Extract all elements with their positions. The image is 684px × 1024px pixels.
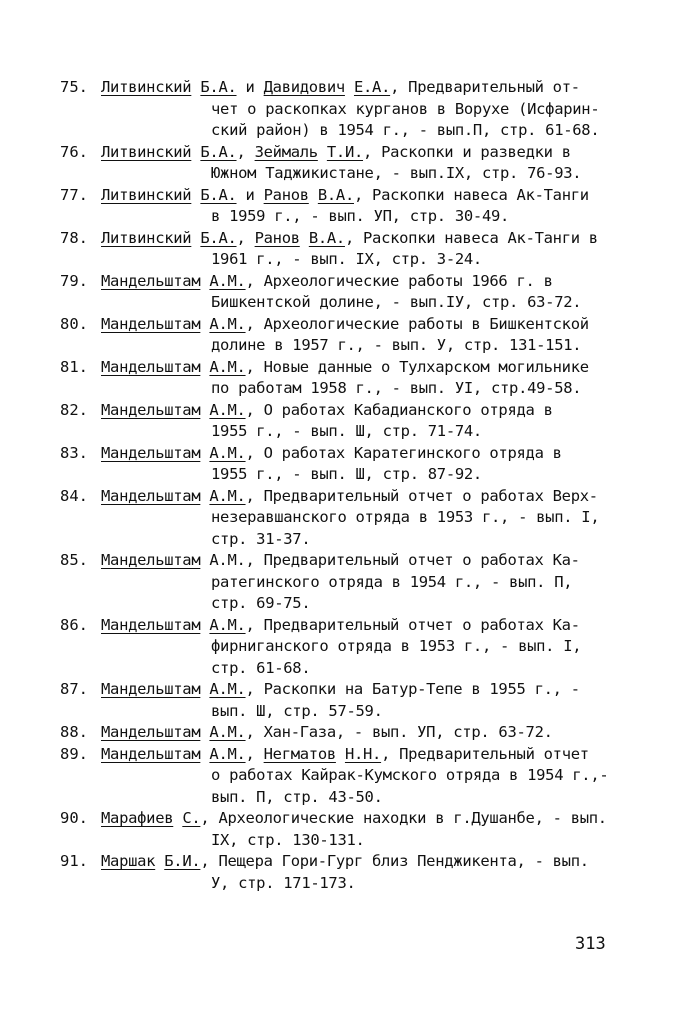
entry-title-start: , Предварительный отчет о работах Ка-: [245, 615, 580, 634]
entry-number: 85.: [60, 551, 88, 569]
entry-continuation-line: фирниганского отряда в 1953 г., - вып. I,: [211, 637, 582, 655]
entry-number: 75.: [60, 78, 88, 96]
entry-title-start: , Предварительный отчет: [381, 744, 589, 763]
author-separator: ,: [236, 142, 255, 161]
bibliography-entry: [60, 615, 640, 680]
author-initials: А.М.: [209, 486, 246, 505]
bibliography-entry: [60, 808, 640, 851]
entry-continuation-line: долине в 1957 г., - вып. У, стр. 131-151.: [211, 336, 582, 354]
author-separator: ,: [245, 744, 264, 763]
author-surname: Литвинский: [101, 142, 192, 161]
entry-continuation-line: 1961 г., - вып. IX, стр. 3-24.: [211, 250, 482, 268]
bibliography-entry: [60, 486, 640, 551]
entry-continuation-line: стр. 69-75.: [211, 594, 311, 612]
author-initials: А.М.: [209, 357, 246, 376]
entry-title-start: , О работах Каратегинского отряда в: [245, 443, 562, 462]
entry-continuation-line: по работам 1958 г., - вып. УI, стр.49-58.: [211, 379, 582, 397]
author-separator: и: [236, 185, 264, 204]
entry-first-line: [60, 228, 640, 250]
entry-title-start: , Хан-Газа, - вып. УП, стр. 63-72.: [245, 723, 553, 741]
entry-title-start: , Раскопки навеса Ак-Танги в: [344, 228, 598, 247]
entry-title-start: , Археологические находки в г.Душанбе, - вып.: [200, 809, 607, 827]
entry-continuation-line: 1955 г., - вып. Ш, стр. 71-74.: [211, 422, 482, 440]
author-initials: Б.А.: [200, 185, 237, 204]
author-initials: А.М.: [209, 314, 246, 333]
entry-continuation-line: IX, стр. 130-131.: [211, 830, 365, 849]
entry-number: 90.: [60, 809, 88, 827]
coauthor-initials: В.А.: [317, 185, 354, 204]
entry-first-line: [60, 400, 640, 422]
author-separator: и: [236, 78, 264, 96]
author-surname: Мандельштам: [101, 271, 201, 290]
entry-number: 78.: [60, 228, 88, 247]
author-surname: Литвинский: [101, 78, 192, 96]
entry-number: 88.: [60, 723, 88, 741]
entry-continuation-line: незеравшанского отряда в 1953 г., - вып. I,: [211, 508, 600, 526]
author-surname: Литвинский: [101, 185, 192, 204]
bibliography-list: [60, 77, 640, 894]
bibliography-entry: [60, 185, 640, 228]
author-initials: А.М.: [209, 615, 246, 634]
author-initials: А.М.: [209, 723, 246, 741]
author-initials: А.М.: [209, 400, 246, 419]
author-initials: А.М.: [209, 443, 246, 462]
author-initials: А.М.: [209, 744, 246, 763]
author-surname: Мандельштам: [101, 744, 201, 763]
entry-first-line: [60, 314, 640, 336]
author-surname: Мандельштам: [101, 314, 201, 333]
bibliography-entry: [60, 400, 640, 443]
coauthor-surname: Давидович: [263, 78, 345, 96]
entry-continuation-line: о работах Кайрак-Кумского отряда в 1954 г.,-: [211, 766, 609, 784]
entry-number: 86.: [60, 615, 88, 634]
entry-title-start: , Археологические работы 1966 г. в: [245, 271, 553, 290]
bibliography-entry: [60, 722, 640, 744]
entry-number: 81.: [60, 357, 88, 376]
author-surname: Мандельштам: [101, 486, 201, 505]
coauthor-surname: Зеймаль: [254, 142, 318, 161]
coauthor-surname: Ранов: [263, 185, 309, 204]
author-surname: Марафиев: [101, 809, 174, 827]
author-initials: Б.А.: [200, 78, 237, 96]
entry-title-start: , Раскопки на Батур-Тепе в 1955 г., -: [245, 680, 580, 698]
entry-number: 77.: [60, 185, 88, 204]
author-initials: А.М.: [209, 271, 246, 290]
entry-first-line: [60, 357, 640, 379]
entry-title-start: , Предварительный отчет о работах Ка-: [245, 551, 580, 569]
entry-title-start: , Раскопки и разведки в: [363, 142, 571, 161]
author-surname: Мандельштам: [101, 400, 201, 419]
author-surname: Мандельштам: [101, 357, 201, 376]
entry-number: 82.: [60, 400, 88, 419]
bibliography-entry: [60, 744, 640, 809]
entry-first-line: [60, 808, 640, 830]
entry-number: 89.: [60, 744, 88, 763]
entry-first-line: [60, 679, 640, 701]
entry-continuation-line: ратегинского отряда в 1954 г., - вып. П,: [211, 572, 573, 591]
bibliography-entry: [60, 271, 640, 314]
entry-continuation-line: Бишкентской долине, - вып.IУ, стр. 63-72.: [211, 293, 582, 311]
coauthor-surname: Ранов: [254, 228, 300, 247]
bibliography-entry: [60, 550, 640, 615]
author-surname: Литвинский: [101, 228, 192, 247]
entry-continuation-line: стр. 31-37.: [211, 529, 311, 548]
page-number: 313: [575, 934, 606, 954]
entry-number: 87.: [60, 680, 88, 698]
author-surname: Маршак: [101, 852, 156, 870]
author-initials-plain: А.М.: [200, 551, 246, 569]
entry-continuation-line: Южном Таджикистане, - вып.IX, стр. 76-93.: [211, 164, 582, 182]
entry-first-line: [60, 77, 640, 99]
bibliography-entry: [60, 77, 640, 142]
coauthor-initials: Н.Н.: [344, 744, 382, 763]
entry-continuation-line: вып. Ш, стр. 57-59.: [211, 701, 383, 720]
coauthor-initials: Т.И.: [326, 142, 364, 161]
entry-title-start: , Новые данные о Тулхарском могильнике: [245, 357, 589, 376]
author-surname: Мандельштам: [101, 551, 201, 569]
bibliography-entry: [60, 679, 640, 722]
entry-title-start: , Предварительный от-: [390, 78, 580, 96]
entry-continuation-line: чет о раскопках курганов в Ворухе (Исфарин-: [211, 99, 600, 118]
coauthor-surname: Негматов: [263, 744, 336, 763]
bibliography-entry: [60, 142, 640, 185]
author-surname: Мандельштам: [101, 680, 201, 698]
bibliography-entry: [60, 314, 640, 357]
entry-continuation-line: 1955 г., - вып. Ш, стр. 87-92.: [211, 465, 482, 483]
author-initials: Б.И.: [164, 852, 201, 870]
entry-number: 80.: [60, 314, 88, 333]
entry-first-line: [60, 550, 640, 572]
author-initials: Б.А.: [200, 228, 237, 247]
entry-number: 83.: [60, 443, 88, 462]
author-surname: Мандельштам: [101, 723, 201, 741]
author-initials: Б.А.: [200, 142, 237, 161]
entry-continuation-line: стр. 61-68.: [211, 658, 311, 677]
entry-first-line: [60, 185, 640, 207]
entry-first-line: [60, 142, 640, 164]
entry-title-start: , Раскопки навеса Ак-Танги: [353, 185, 589, 204]
author-initials: А.М.: [209, 680, 246, 698]
coauthor-initials: В.А.: [308, 228, 345, 247]
author-surname: Мандельштам: [101, 615, 201, 634]
entry-first-line: [60, 486, 640, 508]
author-surname: Мандельштам: [101, 443, 201, 462]
entry-title-start: , О работах Кабадианского отряда в: [245, 400, 553, 419]
entry-first-line: [60, 271, 640, 293]
bibliography-entry: [60, 228, 640, 271]
entry-first-line: [60, 722, 640, 744]
entry-continuation-line: в 1959 г., - вып. УП, стр. 30-49.: [211, 207, 510, 225]
author-initials: С.: [182, 809, 201, 827]
entry-title-start: , Предварительный отчет о работах Верх-: [245, 486, 598, 505]
bibliography-entry: [60, 357, 640, 400]
entry-continuation-line: вып. П, стр. 43-50.: [211, 787, 383, 806]
entry-number: 91.: [60, 852, 88, 870]
coauthor-initials: Е.А.: [353, 78, 391, 96]
entry-title-start: , Археологические работы в Бишкентской: [245, 314, 589, 333]
entry-number: 79.: [60, 271, 88, 290]
entry-continuation-line: ский район) в 1954 г., - вып.П, стр. 61-68.: [211, 121, 600, 139]
bibliography-entry: [60, 443, 640, 486]
entry-number: 76.: [60, 142, 88, 161]
entry-number: 84.: [60, 486, 88, 505]
entry-first-line: [60, 443, 640, 465]
entry-continuation-line: У, стр. 171-173.: [211, 873, 356, 892]
entry-first-line: [60, 744, 640, 766]
entry-first-line: [60, 615, 640, 637]
bibliography-entry: [60, 851, 640, 894]
entry-first-line: [60, 851, 640, 873]
entry-title-start: , Пещера Гори-Гург близ Пенджикента, - вып.: [200, 852, 589, 870]
author-separator: ,: [236, 228, 255, 247]
